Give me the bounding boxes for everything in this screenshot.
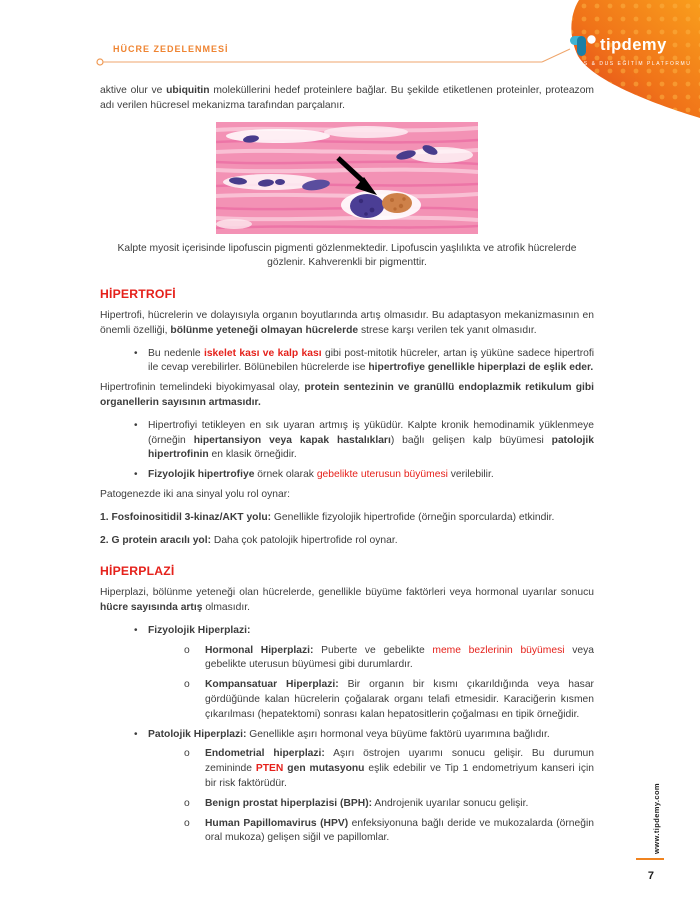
bullet-marker: o [184, 797, 190, 809]
figure-caption: Kalpte myosit içerisinde lipofuscin pigmenti gözlenmektedir. Lipofuscin yaşlılıkta ve atrofik hücrelerde gözlenir. Kahverenkli bir pigmenttir. [117, 242, 577, 269]
bullet-marker: o [184, 748, 190, 760]
header-rule [94, 44, 584, 68]
footer-site-url: www.tipdemy.com [652, 782, 661, 854]
logo [570, 33, 692, 67]
bullet-item: • Fizyolojik Hiperplazi: [134, 624, 594, 639]
bullet-marker: o [184, 679, 190, 691]
section-heading: HİPERPLAZİ [100, 564, 175, 579]
bullet-marker: o [184, 817, 190, 829]
bullet-marker: • [134, 624, 138, 636]
paragraph: Hipertrofi, hücrelerin ve dolayısıyla organın boyutlarında artış olmasıdır. Bu adaptasyon mekanizmasının en önemli özelliği, bölünme yeteneği olmayan hücrelerde strese karşı verilen tek yanıt olmasıdır. [100, 309, 594, 336]
bullet-marker: • [134, 347, 138, 359]
bullet-item: • Bu nedenle iskelet kası ve kalp kası gibi post-mitotik hücreler, artan iş yüküne sadece hipertrofi ile cevap verebilirler. Bölünebilen hücrelerde ise hipertrofiye genellikle hiperplazi de eşlik eder. [134, 347, 594, 377]
tipdemy-logo-icon [570, 33, 597, 58]
content-blocks [100, 287, 594, 846]
sub-bullet-item: o Endometrial hiperplazi: Aşırı östrojen uyarımı sonucu gelişir. Bu durumun zemininde PTEN gen mutasyonu eşlik edebilir ve Tip 1 endometriyum kanseri için bir risk faktörüdür. [184, 747, 594, 791]
brand-tagline: TUS & DUS EĞİTİM PLATFORMU [574, 61, 692, 67]
bullet-marker: o [184, 644, 190, 656]
brand-name: tipdemy [600, 36, 667, 54]
document-content [100, 84, 594, 851]
bullet-marker: • [134, 469, 138, 481]
bullet-item: • Hipertrofiyi tetikleyen en sık uyaran artmış iş yüküdür. Kalpte kronik hemodinamik yüklenmeye (örneğin hipertansiyon veya kapak hastalıkları) bağlı gelişen kalp büyümesi patolojik hipertrofinin en klasik örneğidir. [134, 419, 594, 463]
paragraph: 2. G protein aracılı yol: Daha çok patolojik hipertrofide rol oynar. [100, 534, 398, 546]
sub-bullet-item: o Benign prostat hiperplazisi (BPH): Androjenik uyarılar sonucu gelişir. [184, 797, 594, 812]
paragraph: 1. Fosfoinositidil 3-kinaz/AKT yolu: Genellikle fizyolojik hipertrofide (örneğin sporcularda) etkindir. [100, 511, 555, 523]
bullet-marker: • [134, 728, 138, 740]
footer-rule [636, 858, 664, 860]
page-number: 7 [647, 870, 654, 882]
sub-bullet-item: o Hormonal Hiperplazi: Puberte ve gebelikte meme bezlerinin büyümesi veya gebelikte uterusun büyümesi gibi durumlardır. [184, 644, 594, 674]
sub-bullet-item: o Human Papillomavirus (HPV) enfeksiyonuna bağlı deride ve mukozalarda (örneğin oral mukoza) gelişen siğil ve papillomlar. [184, 817, 594, 847]
bullet-marker: • [134, 419, 138, 431]
page-header-title: HÜCRE ZEDELENMESİ [113, 44, 229, 54]
paragraph: Hipertrofinin temelindeki biyokimyasal olay, protein sentezinin ve granüllü endoplazmik retikulum gibi organellerin sayısının artmasıdır. [100, 382, 594, 408]
intro-paragraph: aktive olur ve ubiquitin moleküllerini hedef proteinlere bağlar. Bu şekilde etiketlenen proteinler, proteazom adı verilen hücresel mekanizma tarafından parçalanır. [100, 85, 594, 111]
bullet-item: • Fizyolojik hipertrofiye örnek olarak gebelikte uterusun büyümesi verilebilir. [134, 468, 594, 483]
sub-bullet-item: o Kompansatuar Hiperplazi: Bir organın bir kısmı çıkarıldığında veya hasar gördüğünde kalan hücrelerin çoğalarak organı telafi etmesidir. Karaciğerin kısmen çıkarılması (hepatektomi) sonrası kalan hepatositlerin çoğalması en tipik örneğidir. [184, 678, 594, 722]
bullet-item: • Patolojik Hiperplazi: Genellikle aşırı hormonal veya büyüme faktörü uyarımına bağlıdır. [134, 728, 594, 743]
section-heading: HİPERTROFİ [100, 287, 176, 302]
histology-image [216, 122, 478, 234]
paragraph: Patogenezde iki ana sinyal yolu rol oynar: [100, 488, 291, 500]
paragraph: Hiperplazi, bölünme yeteneği olan hücrelerde, genellikle büyüme faktörleri veya hormonal uyarılar sonucu hücre sayısında artış olmasıdır. [100, 587, 594, 613]
histology-figure [216, 122, 478, 234]
